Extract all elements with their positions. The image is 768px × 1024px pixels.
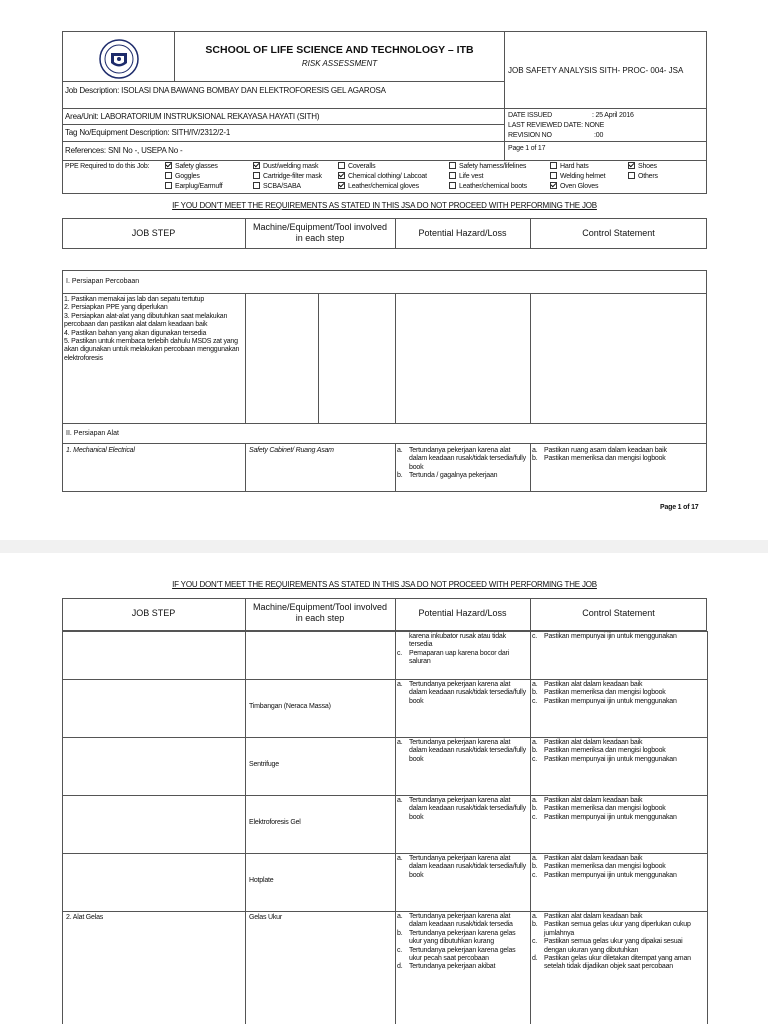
document-page-2: [0, 553, 768, 1024]
machine-cell: Sentrifuge: [249, 761, 279, 768]
machine-cell: Elektroforesis Gel: [249, 819, 301, 826]
checked-box-icon: [165, 162, 172, 169]
control-cell: [532, 797, 705, 822]
ppe-item: Cartridge-filter mask: [253, 172, 322, 181]
list-item: c. Pastikan mempunyai ijin untuk menggunakan: [532, 633, 677, 640]
list-item: b. Pastikan memeriksa dan mengisi logbook: [532, 805, 666, 813]
prep-step: 5. Pastikan untuk membaca terlebih dahulu MSDS zat yang akan digunakan untuk melakukan percobaan menggunakan elektroforesis: [64, 338, 240, 362]
list-item: a. Pastikan alat dalam keadaan baik: [532, 797, 643, 804]
ppe-item: Hard hats: [550, 162, 589, 171]
list-item: a. Tertundanya pekerjaan karena alat dalam keadaan rusak/tidak tersedia: [397, 913, 513, 929]
list-item: b. Pastikan semua gelas ukur yang diperlukan cukup jumlahnya: [532, 921, 691, 937]
list-item: a. Pastikan alat dalam keadaan baik: [532, 913, 643, 920]
unchecked-box-icon: [449, 172, 456, 179]
list-item: a. Tertundanya pekerjaan karena alat dalam keadaan rusak/tidak tersedia/fully book: [397, 681, 526, 705]
ppe-item: Chemical clothing/ Labcoat: [338, 172, 427, 181]
hazard-cell: [397, 797, 528, 822]
section-persiapan-percobaan: I. Persiapan Percobaan: [66, 278, 140, 285]
unchecked-box-icon: [253, 172, 260, 179]
list-item: c. Pastikan mempunyai ijin untuk menggunakan: [532, 813, 677, 821]
list-item: b. Tertunda / gagalnya pekerjaan: [397, 472, 498, 480]
ppe-item: Dust/welding mask: [253, 162, 318, 171]
col-machine: Machine/Equipment/Tool involved in each step: [252, 222, 388, 243]
unchecked-box-icon: [628, 172, 635, 179]
unchecked-box-icon: [550, 172, 557, 179]
list-item: d. Tertundanya pekerjaan akibat: [397, 963, 496, 971]
list-item: a. Tertundanya pekerjaan karena alat dalam keadaan rusak/tidak tersedia/fully book: [397, 855, 526, 879]
list-item: a. Pastikan alat dalam keadaan baik: [532, 739, 643, 746]
ppe-item: Oven Gloves: [550, 182, 598, 191]
doc-code: JOB SAFETY ANALYSIS SITH- PROC- 004- JSA: [508, 66, 684, 75]
machine-cell: Timbangan (Neraca Massa): [249, 703, 331, 710]
control-cell: [532, 681, 705, 706]
warning-text-2: IF YOU DON'T MEET THE REQUIREMENTS AS STATED IN THIS JSA DO NOT PROCEED WITH PERFORMING THE JOB: [172, 580, 597, 589]
ppe-item: Safety harness/lifelines: [449, 162, 526, 171]
checked-box-icon: [628, 162, 635, 169]
control-cell: [532, 633, 705, 641]
hazard-cell: [397, 681, 528, 706]
list-item: b. Tertundanya pekerjaan karena gelas ukur yang dibutuhkan kurang: [397, 929, 516, 946]
prep-step: 4. Pastikan bahan yang akan digunakan tersedia: [64, 329, 207, 337]
unchecked-box-icon: [165, 182, 172, 189]
last-reviewed: LAST REVIEWED DATE: NONE: [508, 122, 605, 129]
col-control: Control Statement: [582, 228, 655, 238]
list-item: c. Tertundanya pekerjaan karena gelas ukur pecah saat percobaan: [397, 946, 516, 963]
list-item: c. Pastikan mempunyai ijin untuk menggunakan: [532, 871, 677, 879]
ppe-item: Others: [628, 172, 658, 181]
hazard-cell: [397, 633, 528, 667]
row-step: 1. Mechanical Electrical: [66, 447, 135, 454]
itb-logo: [96, 39, 142, 79]
ppe-item: Life vest: [449, 172, 483, 181]
list-item: b. Pastikan memeriksa dan mengisi logbook: [532, 863, 666, 871]
warning-text: IF YOU DON'T MEET THE REQUIREMENTS AS STATED IN THIS JSA DO NOT PROCEED WITH PERFORMING THE JOB: [172, 201, 597, 210]
row-hazard: [397, 447, 528, 481]
list-item: karena inkubator rusak atau tidak tersedia: [409, 633, 506, 649]
checked-box-icon: [550, 182, 557, 189]
col-hazard: Potential Hazard/Loss: [418, 608, 507, 618]
list-item: b. Pastikan memeriksa dan mengisi logbook: [532, 747, 666, 755]
list-item: a. Pastikan alat dalam keadaan baik: [532, 855, 643, 862]
hazard-cell: [397, 913, 528, 972]
checked-box-icon: [338, 172, 345, 179]
date-issued-value: : 25 April 2016: [592, 112, 634, 119]
checked-box-icon: [253, 162, 260, 169]
ppe-label: PPE Required to do this Job:: [65, 163, 150, 170]
ppe-item: Leather/chemical gloves: [338, 182, 419, 191]
revision-value: :00: [594, 132, 604, 139]
revision-label: REVISION NO: [508, 132, 552, 139]
col-control: Control Statement: [582, 608, 655, 618]
unchecked-box-icon: [550, 162, 557, 169]
list-item: c. Pastikan semua gelas ukur yang dipakai sesuai dengan ukuran yang dibutuhkan: [532, 938, 683, 954]
ppe-item: Goggles: [165, 172, 200, 181]
references: References: SNI No -, USEPA No -: [65, 146, 183, 155]
list-item: a. Tertundanya pekerjaan karena alat dalam keadaan rusak/tidak tersedia/fully book: [397, 447, 526, 471]
date-issued-label: DATE ISSUED: [508, 112, 552, 119]
list-item: a. Pastikan ruang asam dalam keadaan baik: [532, 447, 667, 454]
hazard-cell: [397, 739, 528, 764]
ppe-item: Safety glasses: [165, 162, 218, 171]
school-name: SCHOOL OF LIFE SCIENCE AND TECHNOLOGY – ITB: [205, 44, 474, 56]
hazard-cell: [397, 855, 528, 880]
prep-steps-list: [64, 296, 244, 363]
list-item: b. Pastikan memeriksa dan mengisi logbook: [532, 689, 666, 697]
prep-step: 3. Persiapkan alat-alat yang dibutuhkan saat melakukan percobaan dan pastikan alat dalam keadaan baik: [64, 312, 228, 329]
list-item: c. Pastikan mempunyai ijin untuk menggunakan: [532, 697, 677, 705]
machine-cell: Gelas Ukur: [249, 914, 283, 921]
header-subtitle: RISK ASSESSMENT: [301, 59, 378, 68]
control-cell: [532, 739, 705, 764]
row-machine: Safety Cabinet/ Ruang Asam: [249, 447, 334, 454]
list-item: b. Pastikan memeriksa dan mengisi logbook: [532, 455, 666, 463]
ppe-item: Welding helmet: [550, 172, 605, 181]
unchecked-box-icon: [253, 182, 260, 189]
col-job-step: JOB STEP: [131, 228, 176, 238]
job-description: Job Description: ISOLASI DNA BAWANG BOMBAY DAN ELEKTROFORESIS GEL AGAROSA: [65, 86, 386, 95]
col-machine: Machine/Equipment/Tool involved in each step: [252, 602, 388, 623]
page-footer: Page 1 of 17: [660, 504, 699, 511]
col-job-step: JOB STEP: [131, 608, 176, 618]
prep-step: 2. Persiapkan PPE yang diperlukan: [64, 304, 168, 312]
tag-no: Tag No/Equipment Description: SITH/IV/2312/2-1: [65, 128, 231, 137]
ppe-item: Shoes: [628, 162, 657, 171]
list-item: a. Pastikan alat dalam keadaan baik: [532, 681, 643, 688]
prep-step: 1. Pastikan memakai jas lab dan sepatu tertutup: [64, 296, 205, 303]
list-item: d. Pastikan gelas ukur diletakan ditempat yang aman setelah tidak dijadikan objek saat percobaan: [532, 955, 691, 971]
list-item: a. Tertundanya pekerjaan karena alat dalam keadaan rusak/tidak tersedia/fully book: [397, 797, 526, 821]
row-control: [532, 447, 705, 464]
page-of: Page 1 of 17: [508, 145, 546, 152]
machine-cell: Hotplate: [249, 877, 274, 884]
unchecked-box-icon: [165, 172, 172, 179]
ppe-item: Coveralls: [338, 162, 375, 171]
job-step-cell: 2. Alat Gelas: [66, 914, 104, 921]
ppe-item: Leather/chemical boots: [449, 182, 527, 191]
list-item: c. Pemaparan uap karena bocor dari saluran: [397, 649, 510, 666]
section-persiapan-alat: II. Persiapan Alat: [66, 430, 119, 437]
ppe-item: Earplug/Earmuff: [165, 182, 222, 191]
control-cell: [532, 855, 705, 880]
unchecked-box-icon: [449, 182, 456, 189]
area-unit: Area/Unit: LABORATORIUM INSTRUKSIONAL REKAYASA HAYATI (SITH): [65, 112, 320, 121]
unchecked-box-icon: [338, 162, 345, 169]
list-item: a. Tertundanya pekerjaan karena alat dalam keadaan rusak/tidak tersedia/fully book: [397, 739, 526, 763]
checked-box-icon: [338, 182, 345, 189]
col-hazard: Potential Hazard/Loss: [418, 228, 507, 238]
unchecked-box-icon: [449, 162, 456, 169]
ppe-item: SCBA/SABA: [253, 182, 301, 191]
list-item: c. Pastikan mempunyai ijin untuk menggunakan: [532, 755, 677, 763]
control-cell: [532, 913, 705, 972]
